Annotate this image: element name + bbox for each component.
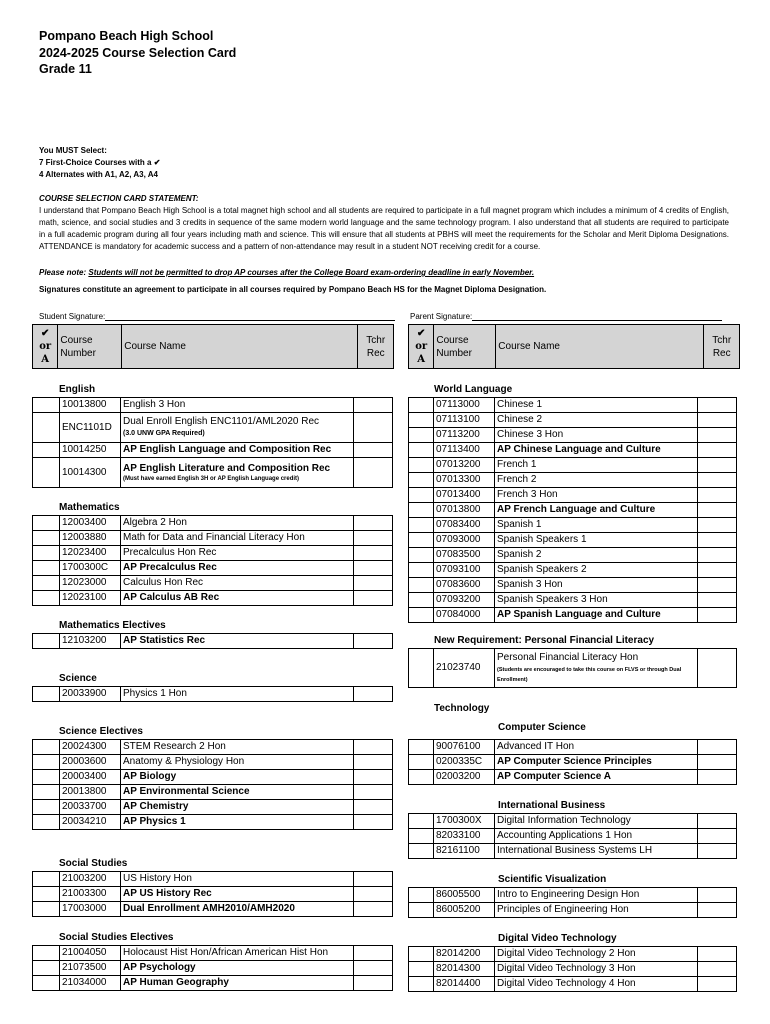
tchr-rec-cell[interactable] [698, 398, 737, 413]
section-title-math-electives: Mathematics Electives [59, 620, 166, 631]
selection-cell[interactable] [409, 458, 434, 473]
selection-cell[interactable] [33, 458, 60, 488]
tchr-rec-cell[interactable] [354, 531, 393, 546]
course-selection-statement [39, 193, 729, 253]
tchr-rec-cell[interactable] [698, 518, 737, 533]
table-row: 07013300 French 2 [409, 473, 737, 488]
table-row: 07113200 Chinese 3 Hon [409, 428, 737, 443]
selection-cell[interactable] [409, 770, 434, 785]
table-row: 07013200 French 1 [409, 458, 737, 473]
selection-cell[interactable] [409, 903, 434, 918]
selection-cell[interactable] [33, 634, 60, 649]
section-title-social-electives: Social Studies Electives [59, 932, 174, 943]
selection-cell[interactable] [409, 428, 434, 443]
table-row: 12003880 Math for Data and Financial Literacy Hon [33, 531, 393, 546]
table-row: 12003400 Algebra 2 Hon [33, 516, 393, 531]
section-title-english: English [59, 384, 96, 395]
tchr-rec-cell[interactable] [698, 563, 737, 578]
selection-cell[interactable] [33, 976, 60, 991]
social-studies-table [32, 871, 393, 917]
table-row: 0200335C AP Computer Science Principles [409, 755, 737, 770]
selection-cell[interactable] [409, 473, 434, 488]
table-row: 12103200 AP Statistics Rec [33, 634, 393, 649]
table-row: 07113100 Chinese 2 [409, 413, 737, 428]
selection-cell[interactable] [409, 488, 434, 503]
section-title-scientific-visualization: Scientific Visualization [498, 874, 607, 885]
section-title-social-studies: Social Studies [59, 858, 128, 869]
selection-cell[interactable] [409, 649, 434, 688]
tchr-rec-cell[interactable] [698, 977, 737, 992]
tchr-rec-cell[interactable] [354, 946, 393, 961]
table-row: 1700300X Digital Information Technology [409, 814, 737, 829]
pfl-table [408, 648, 737, 688]
tchr-rec-cell[interactable] [698, 962, 737, 977]
statement-text: I understand that Pompano Beach High School is a total magnet high school and all students are required to participate in a full magnet program which includes a minimum of 4 credits of English, math, science, and social studies and 3 credits in sequence of the same modern world language and the same technology program. I also understand that all students are required to participate in a full academic program during all four years including math and science. This will ensure that all students at PBHS will meet the requirements for the Scholar and Merit Diploma Designations. ATTENDANCE is mandatory for academic success and a pattern of non-attendance may result in a student NOT receiving credit for a course. [39, 206, 729, 251]
tchr-rec-cell[interactable] [698, 844, 737, 859]
table-row: 20033700 AP Chemistry [33, 800, 393, 815]
selection-cell[interactable] [409, 962, 434, 977]
tchr-rec-cell[interactable] [698, 740, 737, 755]
tchr-rec-cell[interactable] [698, 814, 737, 829]
tchr-rec-cell[interactable] [698, 458, 737, 473]
tchr-rec-header: Tchr Rec [358, 325, 394, 369]
selection-cell[interactable] [33, 576, 60, 591]
table-row: 07083500 Spanish 2 [409, 548, 737, 563]
parent-signature[interactable]: Parent Signature: [410, 311, 722, 321]
selection-cell[interactable] [409, 443, 434, 458]
course-number-header: Course Number [434, 325, 496, 369]
selection-cell[interactable] [33, 961, 60, 976]
table-row: 82161100 International Business Systems LH [409, 844, 737, 859]
selection-cell[interactable] [33, 561, 60, 576]
selection-requirements [39, 145, 160, 181]
tchr-rec-cell[interactable] [354, 902, 393, 917]
selection-cell[interactable] [33, 815, 60, 830]
tchr-rec-cell[interactable] [354, 755, 393, 770]
table-row: 10013800 English 3 Hon [33, 398, 393, 413]
tchr-rec-cell[interactable] [698, 578, 737, 593]
parent-signature-line[interactable] [472, 311, 722, 321]
tchr-rec-header: Tchr Rec [704, 325, 740, 369]
table-row: 20013800 AP Environmental Science [33, 785, 393, 800]
section-title-science: Science [59, 673, 97, 684]
tchr-rec-cell[interactable] [698, 649, 737, 688]
table-row: 07083600 Spanish 3 Hon [409, 578, 737, 593]
social-electives-table [32, 945, 393, 991]
selection-cell[interactable] [409, 503, 434, 518]
tchr-rec-cell[interactable] [698, 548, 737, 563]
selection-cell[interactable] [409, 413, 434, 428]
table-row: 86005200 Principles of Engineering Hon [409, 903, 737, 918]
tchr-rec-cell[interactable] [354, 458, 393, 488]
section-title-digital-video-technology: Digital Video Technology [498, 933, 617, 944]
tchr-rec-cell[interactable] [698, 593, 737, 608]
tchr-rec-cell[interactable] [354, 398, 393, 413]
left-table-header [32, 324, 394, 369]
table-row: 20024300 STEM Research 2 Hon [33, 740, 393, 755]
selection-cell[interactable] [409, 608, 434, 623]
table-row: 07084000 AP Spanish Language and Culture [409, 608, 737, 623]
right-table-header [408, 324, 740, 369]
selection-cell[interactable] [33, 887, 60, 902]
tchr-rec-cell[interactable] [698, 503, 737, 518]
table-row: 17003000 Dual Enrollment AMH2010/AMH2020 [33, 902, 393, 917]
selection-cell[interactable] [409, 548, 434, 563]
selection-cell[interactable] [409, 533, 434, 548]
tchr-rec-cell[interactable] [698, 947, 737, 962]
science-table [32, 686, 393, 702]
selection-cell[interactable] [409, 563, 434, 578]
requirement-line: You MUST Select: [39, 146, 107, 155]
selection-cell[interactable] [33, 687, 60, 702]
tchr-rec-cell[interactable] [354, 887, 393, 902]
computer-science-table [408, 739, 737, 785]
table-row: 07113400 AP Chinese Language and Culture [409, 443, 737, 458]
tchr-rec-cell[interactable] [354, 576, 393, 591]
scientific-visualization-table [408, 887, 737, 918]
selection-cell[interactable] [33, 591, 60, 606]
section-title-computer-science: Computer Science [498, 722, 586, 733]
selection-cell[interactable] [33, 902, 60, 917]
tchr-rec-cell[interactable] [698, 473, 737, 488]
check-or-a-header: ✔ or A [409, 325, 434, 369]
tchr-rec-cell[interactable] [698, 770, 737, 785]
drop-note: Please note: Students will not be permitted to drop AP courses after the College Board exam-ordering deadline in early November. [39, 268, 535, 277]
selection-cell[interactable] [33, 800, 60, 815]
tchr-rec-cell[interactable] [698, 488, 737, 503]
table-row: ENC1101D Dual Enroll English ENC1101/AML2020 Rec (3.0 UNW GPA Required) [33, 413, 393, 443]
selection-cell[interactable] [409, 578, 434, 593]
table-row: 21003200 US History Hon [33, 872, 393, 887]
tchr-rec-cell[interactable] [354, 561, 393, 576]
table-row: 21004050 Holocaust Hist Hon/African American Hist Hon [33, 946, 393, 961]
table-row: 82014300 Digital Video Technology 3 Hon [409, 962, 737, 977]
selection-cell[interactable] [33, 755, 60, 770]
table-row: 07093000 Spanish Speakers 1 [409, 533, 737, 548]
selection-cell[interactable] [409, 740, 434, 755]
table-row: 90076100 Advanced IT Hon [409, 740, 737, 755]
selection-cell[interactable] [33, 770, 60, 785]
tchr-rec-cell[interactable] [354, 591, 393, 606]
course-name-header: Course Name [122, 325, 358, 369]
table-row: 20033900 Physics 1 Hon [33, 687, 393, 702]
table-row: 07013800 AP French Language and Culture [409, 503, 737, 518]
section-title-technology: Technology [434, 703, 490, 714]
selection-cell[interactable] [33, 785, 60, 800]
school-name: Pompano Beach High School [39, 29, 214, 43]
course-number-header: Course Number [58, 325, 122, 369]
section-title-international-business: International Business [498, 800, 606, 811]
table-row: 21003300 AP US History Rec [33, 887, 393, 902]
table-row: 20003400 AP Biology [33, 770, 393, 785]
tchr-rec-cell[interactable] [354, 815, 393, 830]
digital-video-table [408, 946, 737, 992]
table-row: 20034210 AP Physics 1 [33, 815, 393, 830]
table-row: 07113000 Chinese 1 [409, 398, 737, 413]
tchr-rec-cell[interactable] [698, 428, 737, 443]
tchr-rec-cell[interactable] [354, 976, 393, 991]
selection-cell[interactable] [409, 814, 434, 829]
table-row: 20003600 Anatomy & Physiology Hon [33, 755, 393, 770]
tchr-rec-cell[interactable] [354, 872, 393, 887]
selection-cell[interactable] [409, 398, 434, 413]
tchr-rec-cell[interactable] [354, 800, 393, 815]
course-name-header: Course Name [496, 325, 704, 369]
selection-cell[interactable] [409, 829, 434, 844]
statement-heading: COURSE SELECTION CARD STATEMENT: [39, 194, 199, 203]
selection-cell[interactable] [409, 755, 434, 770]
table-row: 21023740 Personal Financial Literacy Hon (Students are encouraged to take this course on FLVS or through Dual Enrollment) [409, 649, 737, 688]
section-title-personal-financial-literacy: New Requirement: Personal Financial Literacy [434, 635, 655, 646]
international-business-table [408, 813, 737, 859]
requirement-line: 4 Alternates with A1, A2, A3, A4 [39, 170, 158, 179]
table-row: 02003200 AP Computer Science A [409, 770, 737, 785]
grade-label: Grade 11 [39, 62, 92, 76]
world-language-table [408, 397, 737, 623]
table-row: 07093100 Spanish Speakers 2 [409, 563, 737, 578]
selection-cell[interactable] [33, 872, 60, 887]
selection-cell[interactable] [33, 443, 60, 458]
selection-cell[interactable] [33, 946, 60, 961]
table-row: 12023000 Calculus Hon Rec [33, 576, 393, 591]
tchr-rec-cell[interactable] [354, 413, 393, 443]
table-row: 07083400 Spanish 1 [409, 518, 737, 533]
table-row: 1700300C AP Precalculus Rec [33, 561, 393, 576]
tchr-rec-cell[interactable] [698, 903, 737, 918]
tchr-rec-cell[interactable] [698, 608, 737, 623]
tchr-rec-cell[interactable] [698, 413, 737, 428]
table-row: 07013400 French 3 Hon [409, 488, 737, 503]
section-title-science-electives: Science Electives [59, 726, 143, 737]
tchr-rec-cell[interactable] [698, 755, 737, 770]
tchr-rec-cell[interactable] [354, 634, 393, 649]
selection-cell[interactable] [409, 888, 434, 903]
check-or-a-header: ✔ or A [33, 325, 58, 369]
tchr-rec-cell[interactable] [354, 785, 393, 800]
tchr-rec-cell[interactable] [354, 546, 393, 561]
signature-statement: Signatures constitute an agreement to participate in all courses required by Pompano Beach HS for the Magnet Diploma Designation. [39, 285, 547, 294]
selection-cell[interactable] [409, 977, 434, 992]
student-signature[interactable]: Student Signature: [39, 311, 395, 321]
table-row: 82014200 Digital Video Technology 2 Hon [409, 947, 737, 962]
section-title-world-language: World Language [434, 384, 513, 395]
table-row: 86005500 Intro to Engineering Design Hon [409, 888, 737, 903]
section-title-mathematics: Mathematics [59, 502, 120, 513]
selection-cell[interactable] [33, 740, 60, 755]
tchr-rec-cell[interactable] [698, 533, 737, 548]
table-row: 21073500 AP Psychology [33, 961, 393, 976]
tchr-rec-cell[interactable] [354, 740, 393, 755]
table-row: 10014300 AP English Literature and Composition Rec (Must have earned English 3H or AP English Language credit) [33, 458, 393, 488]
tchr-rec-cell[interactable] [698, 829, 737, 844]
mathematics-table [32, 515, 393, 606]
tchr-rec-cell[interactable] [698, 888, 737, 903]
table-row: 82033100 Accounting Applications 1 Hon [409, 829, 737, 844]
selection-cell[interactable] [409, 593, 434, 608]
table-row: 82014400 Digital Video Technology 4 Hon [409, 977, 737, 992]
selection-cell[interactable] [409, 518, 434, 533]
table-row: 12023100 AP Calculus AB Rec [33, 591, 393, 606]
science-electives-table [32, 739, 393, 830]
english-table [32, 397, 393, 488]
math-electives-table [32, 633, 393, 649]
requirement-line: 7 First-Choice Courses with a ✔ [39, 158, 161, 167]
tchr-rec-cell[interactable] [354, 516, 393, 531]
card-title: 2024-2025 Course Selection Card [39, 45, 237, 60]
document-header [39, 28, 236, 78]
selection-cell[interactable] [409, 844, 434, 859]
tchr-rec-cell[interactable] [698, 443, 737, 458]
table-row: 21034000 AP Human Geography [33, 976, 393, 991]
selection-cell[interactable] [33, 531, 60, 546]
tchr-rec-cell[interactable] [354, 961, 393, 976]
tchr-rec-cell[interactable] [354, 770, 393, 785]
selection-cell[interactable] [409, 947, 434, 962]
selection-cell[interactable] [33, 398, 60, 413]
selection-cell[interactable] [33, 546, 60, 561]
table-row: 07093200 Spanish Speakers 3 Hon [409, 593, 737, 608]
table-row: 12023400 Precalculus Hon Rec [33, 546, 393, 561]
student-signature-line[interactable] [105, 311, 395, 321]
tchr-rec-cell[interactable] [354, 443, 393, 458]
tchr-rec-cell[interactable] [354, 687, 393, 702]
table-row: 10014250 AP English Language and Composition Rec [33, 443, 393, 458]
selection-cell[interactable] [33, 413, 60, 443]
selection-cell[interactable] [33, 516, 60, 531]
